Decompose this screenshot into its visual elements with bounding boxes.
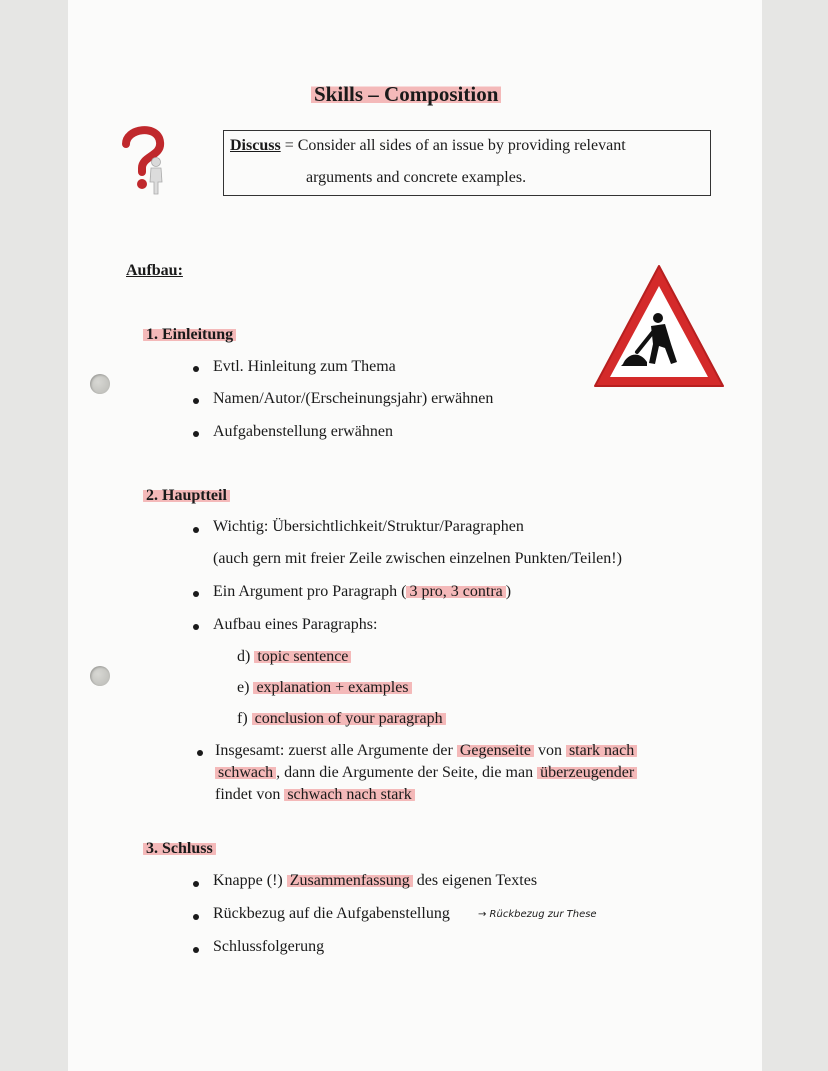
einleitung-item-1: Evtl. Hinleitung zum Thema <box>213 358 396 375</box>
definition-box <box>223 130 711 196</box>
hauptteil-item-3: Aufbau eines Paragraphs: <box>213 616 378 633</box>
hauptteil-item-4-line-3: findet von schwach nach stark <box>215 786 415 804</box>
einleitung-item-3: Aufgabenstellung erwähnen <box>213 423 393 440</box>
bullet <box>193 398 199 404</box>
bullet <box>193 881 199 887</box>
highlight-pro-contra: 3 pro, 3 contra <box>406 583 505 600</box>
definition-term: Discuss <box>230 137 281 154</box>
definition-line-1: Discuss = Consider all sides of an issue by providing relevant <box>230 137 626 154</box>
bullet <box>193 527 199 533</box>
section-schluss-heading: 3. Schluss <box>143 840 216 858</box>
schluss-item-2: Rückbezug auf die Aufgabenstellung <box>213 905 450 922</box>
punch-hole-bottom <box>90 666 110 686</box>
sub-item-e: e) explanation + examples <box>237 679 412 697</box>
bullet <box>197 750 203 756</box>
definition-line-2: arguments and concrete examples. <box>306 169 527 186</box>
road-work-sign-icon <box>591 262 727 392</box>
bullet <box>193 914 199 920</box>
question-mark-figure-icon <box>118 122 170 198</box>
hauptteil-item-4-line-2: schwach , dann die Argumente der Seite, die man überzeugender <box>215 764 637 782</box>
section-hauptteil-heading: 2. Hauptteil <box>143 487 230 505</box>
sub-item-f: f) conclusion of your paragraph <box>237 710 446 728</box>
hauptteil-item-1-continued: (auch gern mit freier Zeile zwischen einzelnen Punkten/Teilen!) <box>213 550 622 567</box>
bullet <box>193 624 199 630</box>
hauptteil-item-4-line-1: Insgesamt: zuerst alle Argumente der Gegenseite von stark nach <box>215 742 637 760</box>
einleitung-item-2: Namen/Autor/(Erscheinungsjahr) erwähnen <box>213 390 494 407</box>
bullet <box>193 591 199 597</box>
aufbau-heading: Aufbau: <box>126 262 183 279</box>
page-title: Skills – Composition <box>311 82 501 107</box>
hauptteil-item-1: Wichtig: Übersichtlichkeit/Struktur/Paragraphen <box>213 518 524 535</box>
section-einleitung-heading: 1. Einleitung <box>143 326 236 344</box>
schluss-item-1: Knappe (!) Zusammenfassung des eigenen Textes <box>213 872 538 889</box>
handwritten-note: → Rückbezug zur These <box>478 909 597 920</box>
sub-item-d: d) topic sentence <box>237 648 351 666</box>
bullet <box>193 431 199 437</box>
bullet <box>193 947 199 953</box>
hauptteil-item-2: Ein Argument pro Paragraph ( 3 pro, 3 contra ) <box>213 583 512 600</box>
schluss-item-3: Schlussfolgerung <box>213 938 325 955</box>
bullet <box>193 366 199 372</box>
punch-hole-top <box>90 374 110 394</box>
